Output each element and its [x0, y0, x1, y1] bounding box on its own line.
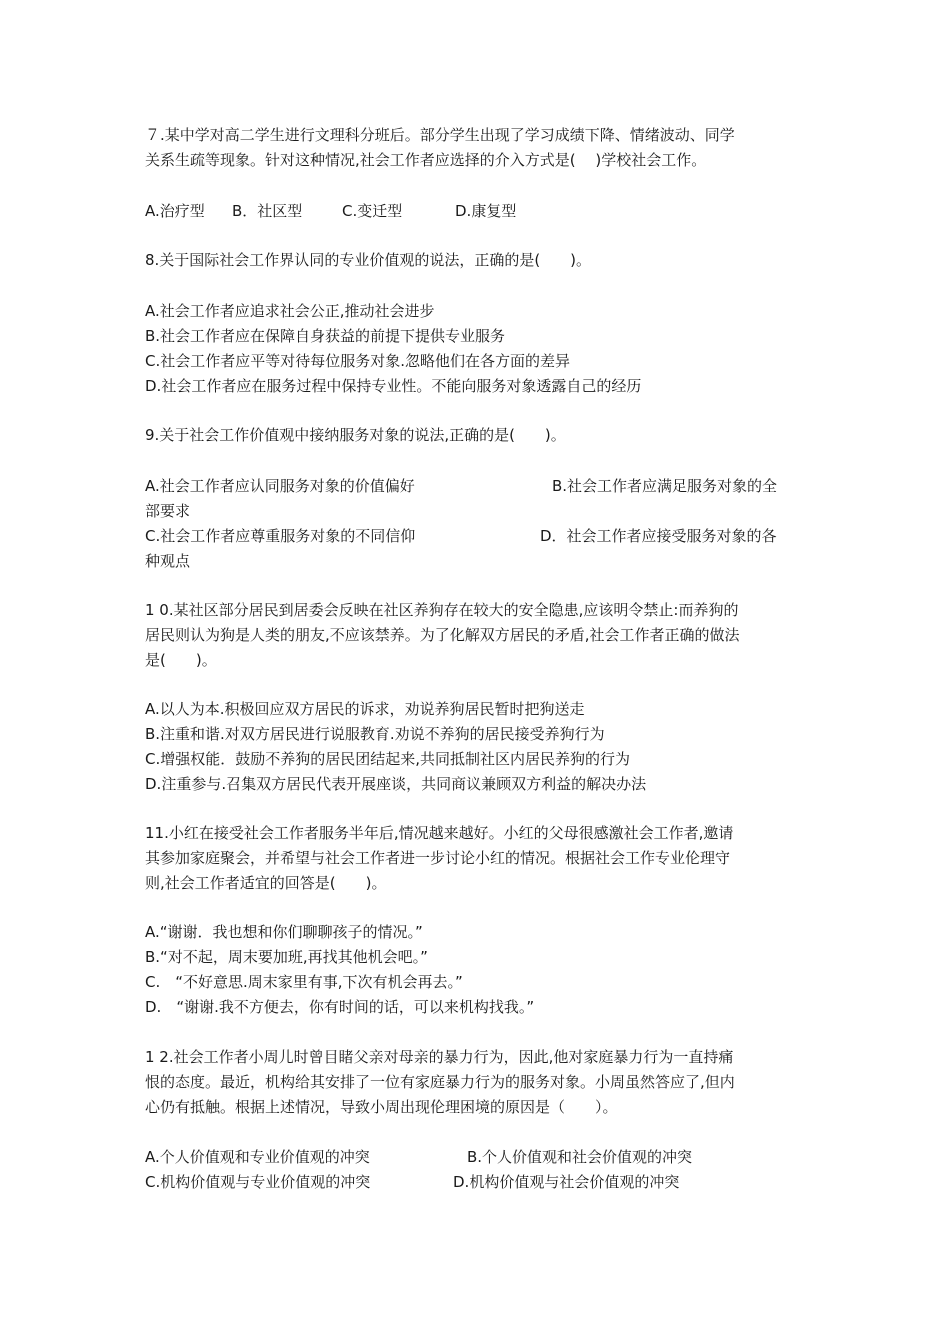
question-stem-line: 关系生疏等现象。针对这种情况,社会工作者应选择的介入方式是( )学校社会工作。	[145, 151, 707, 169]
option-c: C.增强权能．鼓励不养狗的居民团结起来,共同抵制社区内居民养狗的行为	[145, 750, 631, 768]
option-c: C.社会工作者应尊重服务对象的不同信仰	[145, 527, 416, 545]
option-d: D.康复型	[455, 202, 517, 220]
question-stem-line: 1 2.社会工作者小周儿时曾目睹父亲对母亲的暴力行为，因此,他对家庭暴力行为一直持痛	[145, 1048, 734, 1066]
option-a: A.社会工作者应认同服务对象的价值偏好	[145, 477, 415, 495]
option-b-continued: 部要求	[145, 502, 191, 520]
option-b: B.注重和谐.对双方居民进行说服教育.劝说不养狗的居民接受养狗行为	[145, 725, 605, 743]
option-d: D．社会工作者应接受服务对象的各	[540, 527, 777, 545]
option-a: A.治疗型	[145, 202, 205, 220]
question-stem-line: 9.关于社会工作价值观中接纳服务对象的说法,正确的是( )。	[145, 426, 566, 444]
question-stem-line: 居民则认为狗是人类的朋友,不应该禁养。为了化解双方居民的矛盾,社会工作者正确的做法	[145, 626, 740, 644]
option-b: B.个人价值观和社会价值观的冲突	[467, 1148, 693, 1166]
question-stem-line: 11.小红在接受社会工作者服务半年后,情况越来越好。小红的父母很感激社会工作者,邀请	[145, 824, 734, 842]
option-b: B．社区型	[232, 202, 303, 220]
option-c: C.机构价值观与专业价值观的冲突	[145, 1173, 371, 1191]
option-c: C.社会工作者应平等对待每位服务对象.忽略他们在各方面的差异	[145, 352, 571, 370]
option-d: D.注重参与.召集双方居民代表开展座谈，共同商议兼顾双方利益的解决办法	[145, 775, 647, 793]
option-b: B.社会工作者应满足服务对象的全	[552, 477, 778, 495]
option-d: D.社会工作者应在服务过程中保持专业性。不能向服务对象透露自己的经历	[145, 377, 642, 395]
option-b: B.社会工作者应在保障自身获益的前提下提供专业服务	[145, 327, 506, 345]
option-a: A.“谢谢．我也想和你们聊聊孩子的情况。”	[145, 923, 423, 941]
option-d-continued: 种观点	[145, 552, 191, 570]
question-stem-line: 恨的态度。最近，机构给其安排了一位有家庭暴力行为的服务对象。小周虽然答应了,但内	[145, 1073, 735, 1091]
option-a: A.个人价值观和专业价值观的冲突	[145, 1148, 370, 1166]
option-a: A.以人为本.积极回应双方居民的诉求，劝说养狗居民暂时把狗送走	[145, 700, 585, 718]
option-d: D.机构价值观与社会价值观的冲突	[453, 1173, 680, 1191]
option-c: C.变迁型	[342, 202, 403, 220]
question-stem-line: 1 0.某社区部分居民到居委会反映在社区养狗存在较大的安全隐患,应该明令禁止:而养狗的	[145, 601, 739, 619]
option-c: C. “不好意思.周末家里有事,下次有机会再去。”	[145, 973, 463, 991]
question-stem-line: 是( )。	[145, 651, 217, 669]
question-stem-line: 8.关于国际社会工作界认同的专业价值观的说法，正确的是( )。	[145, 251, 592, 269]
option-b: B.“对不起，周末要加班,再找其他机会吧。”	[145, 948, 428, 966]
option-a: A.社会工作者应追求社会公正,推动社会进步	[145, 302, 435, 320]
option-d: D. “谢谢.我不方便去，你有时间的话，可以来机构找我。”	[145, 998, 535, 1016]
question-stem-line: 心仍有抵触。根据上述情况，导致小周出现伦理困境的原因是（ ）。	[145, 1098, 618, 1116]
question-stem-line: ７.某中学对高二学生进行文理科分班后。部分学生出现了学习成绩下降、情绪波动、同学	[145, 126, 735, 144]
question-stem-line: 其参加家庭聚会，并希望与社会工作者进一步讨论小红的情况。根据社会工作专业伦理守	[145, 849, 731, 867]
question-stem-line: 则,社会工作者适宜的回答是( )。	[145, 874, 387, 892]
